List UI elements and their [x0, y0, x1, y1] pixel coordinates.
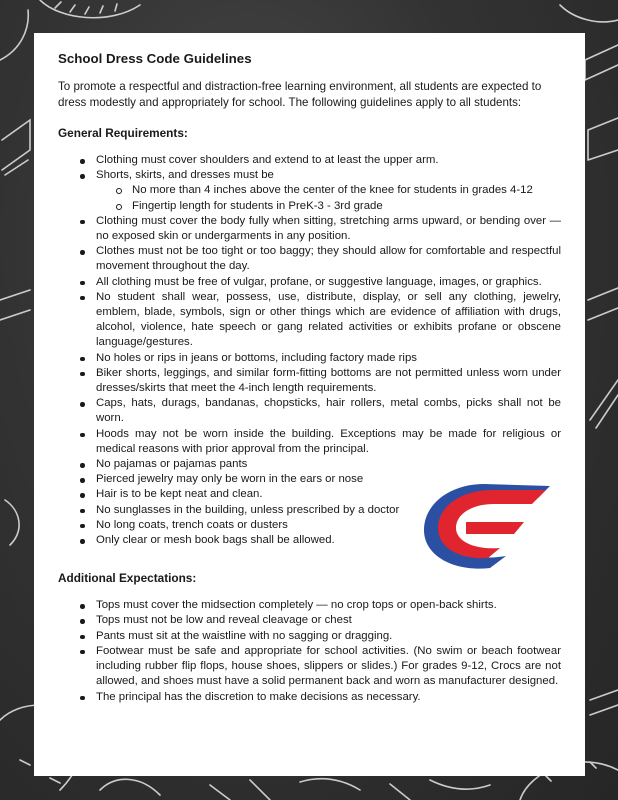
list-item: Caps, hats, durags, bandanas, chopsticks, hair rollers, metal combs, picks shall not be worn.	[96, 396, 561, 426]
list-item: Tops must not be low and reveal cleavage or chest	[96, 613, 561, 628]
list-item: No pajamas or pajamas pants	[96, 457, 561, 472]
dress-code-page	[34, 33, 585, 776]
list-item: Clothing must cover shoulders and extend to at least the upper arm.	[96, 153, 561, 168]
list-item: Hoods may not be worn inside the building. Exceptions may be made for religious or medical reasons with prior approval from the principal.	[96, 427, 561, 457]
list-item: Biker shorts, leggings, and similar form-fitting bottoms are not permitted unless worn under dresses/skirts that meet the 4-inch length requirements.	[96, 366, 561, 396]
list-item: No holes or rips in jeans or bottoms, including factory made rips	[96, 351, 561, 366]
length-sublist	[96, 183, 561, 213]
sub-list-item: No more than 4 inches above the center of the knee for students in grades 4-12	[132, 183, 561, 198]
list-item: No long coats, trench coats or dusters	[96, 518, 561, 533]
list-item: Hair is to be kept neat and clean.	[96, 487, 561, 502]
list-item: Clothes must not be too tight or too baggy; they should allow for comfortable and respectful movement throughout the day.	[96, 244, 561, 274]
list-item	[96, 168, 561, 214]
list-item: Pierced jewelry may only be worn in the ears or nose	[96, 472, 561, 487]
list-item: Footwear must be safe and appropriate for school activities. (No swim or beach footwear including rubber flip flops, house shoes, slippers or slides.) For grades 9-12, Crocs are not allowed, and shoes must have a solid permanent back and worn as manufacturer designed.	[96, 644, 561, 690]
page-title: School Dress Code Guidelines	[58, 51, 252, 66]
list-item: Only clear or mesh book bags shall be allowed.	[96, 533, 561, 548]
list-item-text: Shorts, skirts, and dresses must be	[96, 169, 274, 182]
list-item: Pants must sit at the waistline with no sagging or dragging.	[96, 629, 561, 644]
additional-expectations-list	[58, 598, 561, 704]
list-item: No sunglasses in the building, unless prescribed by a doctor	[96, 503, 561, 518]
list-item: No student shall wear, possess, use, distribute, display, or sell any clothing, jewelry, emblem, blade, symbols, sign or other things which are evidence of affiliation with drugs, alcohol, violence, hate speech or gang related activities or exhibits profane or obscene language/gestures.	[96, 290, 561, 351]
logo-red-bar	[466, 522, 524, 534]
list-item: Tops must cover the midsection completely — no crop tops or open-back shirts.	[96, 598, 561, 613]
general-requirements-heading: General Requirements:	[58, 126, 188, 140]
additional-expectations-heading: Additional Expectations:	[58, 571, 197, 586]
list-item: All clothing must be free of vulgar, profane, or suggestive language, images, or graphics.	[96, 275, 561, 290]
school-logo-e-icon	[420, 478, 552, 574]
list-item: Clothing must cover the body fully when sitting, stretching arms upward, or bending over — no exposed skin or undergarments in any position.	[96, 214, 561, 244]
intro-paragraph: To promote a respectful and distraction-free learning environment, all students are expected to dress modestly and appropriately for school. The following guidelines apply to all students:	[58, 80, 542, 109]
sub-list-item: Fingertip length for students in PreK-3 - 3rd grade	[132, 199, 561, 214]
list-item: The principal has the discretion to make decisions as necessary.	[96, 690, 561, 705]
